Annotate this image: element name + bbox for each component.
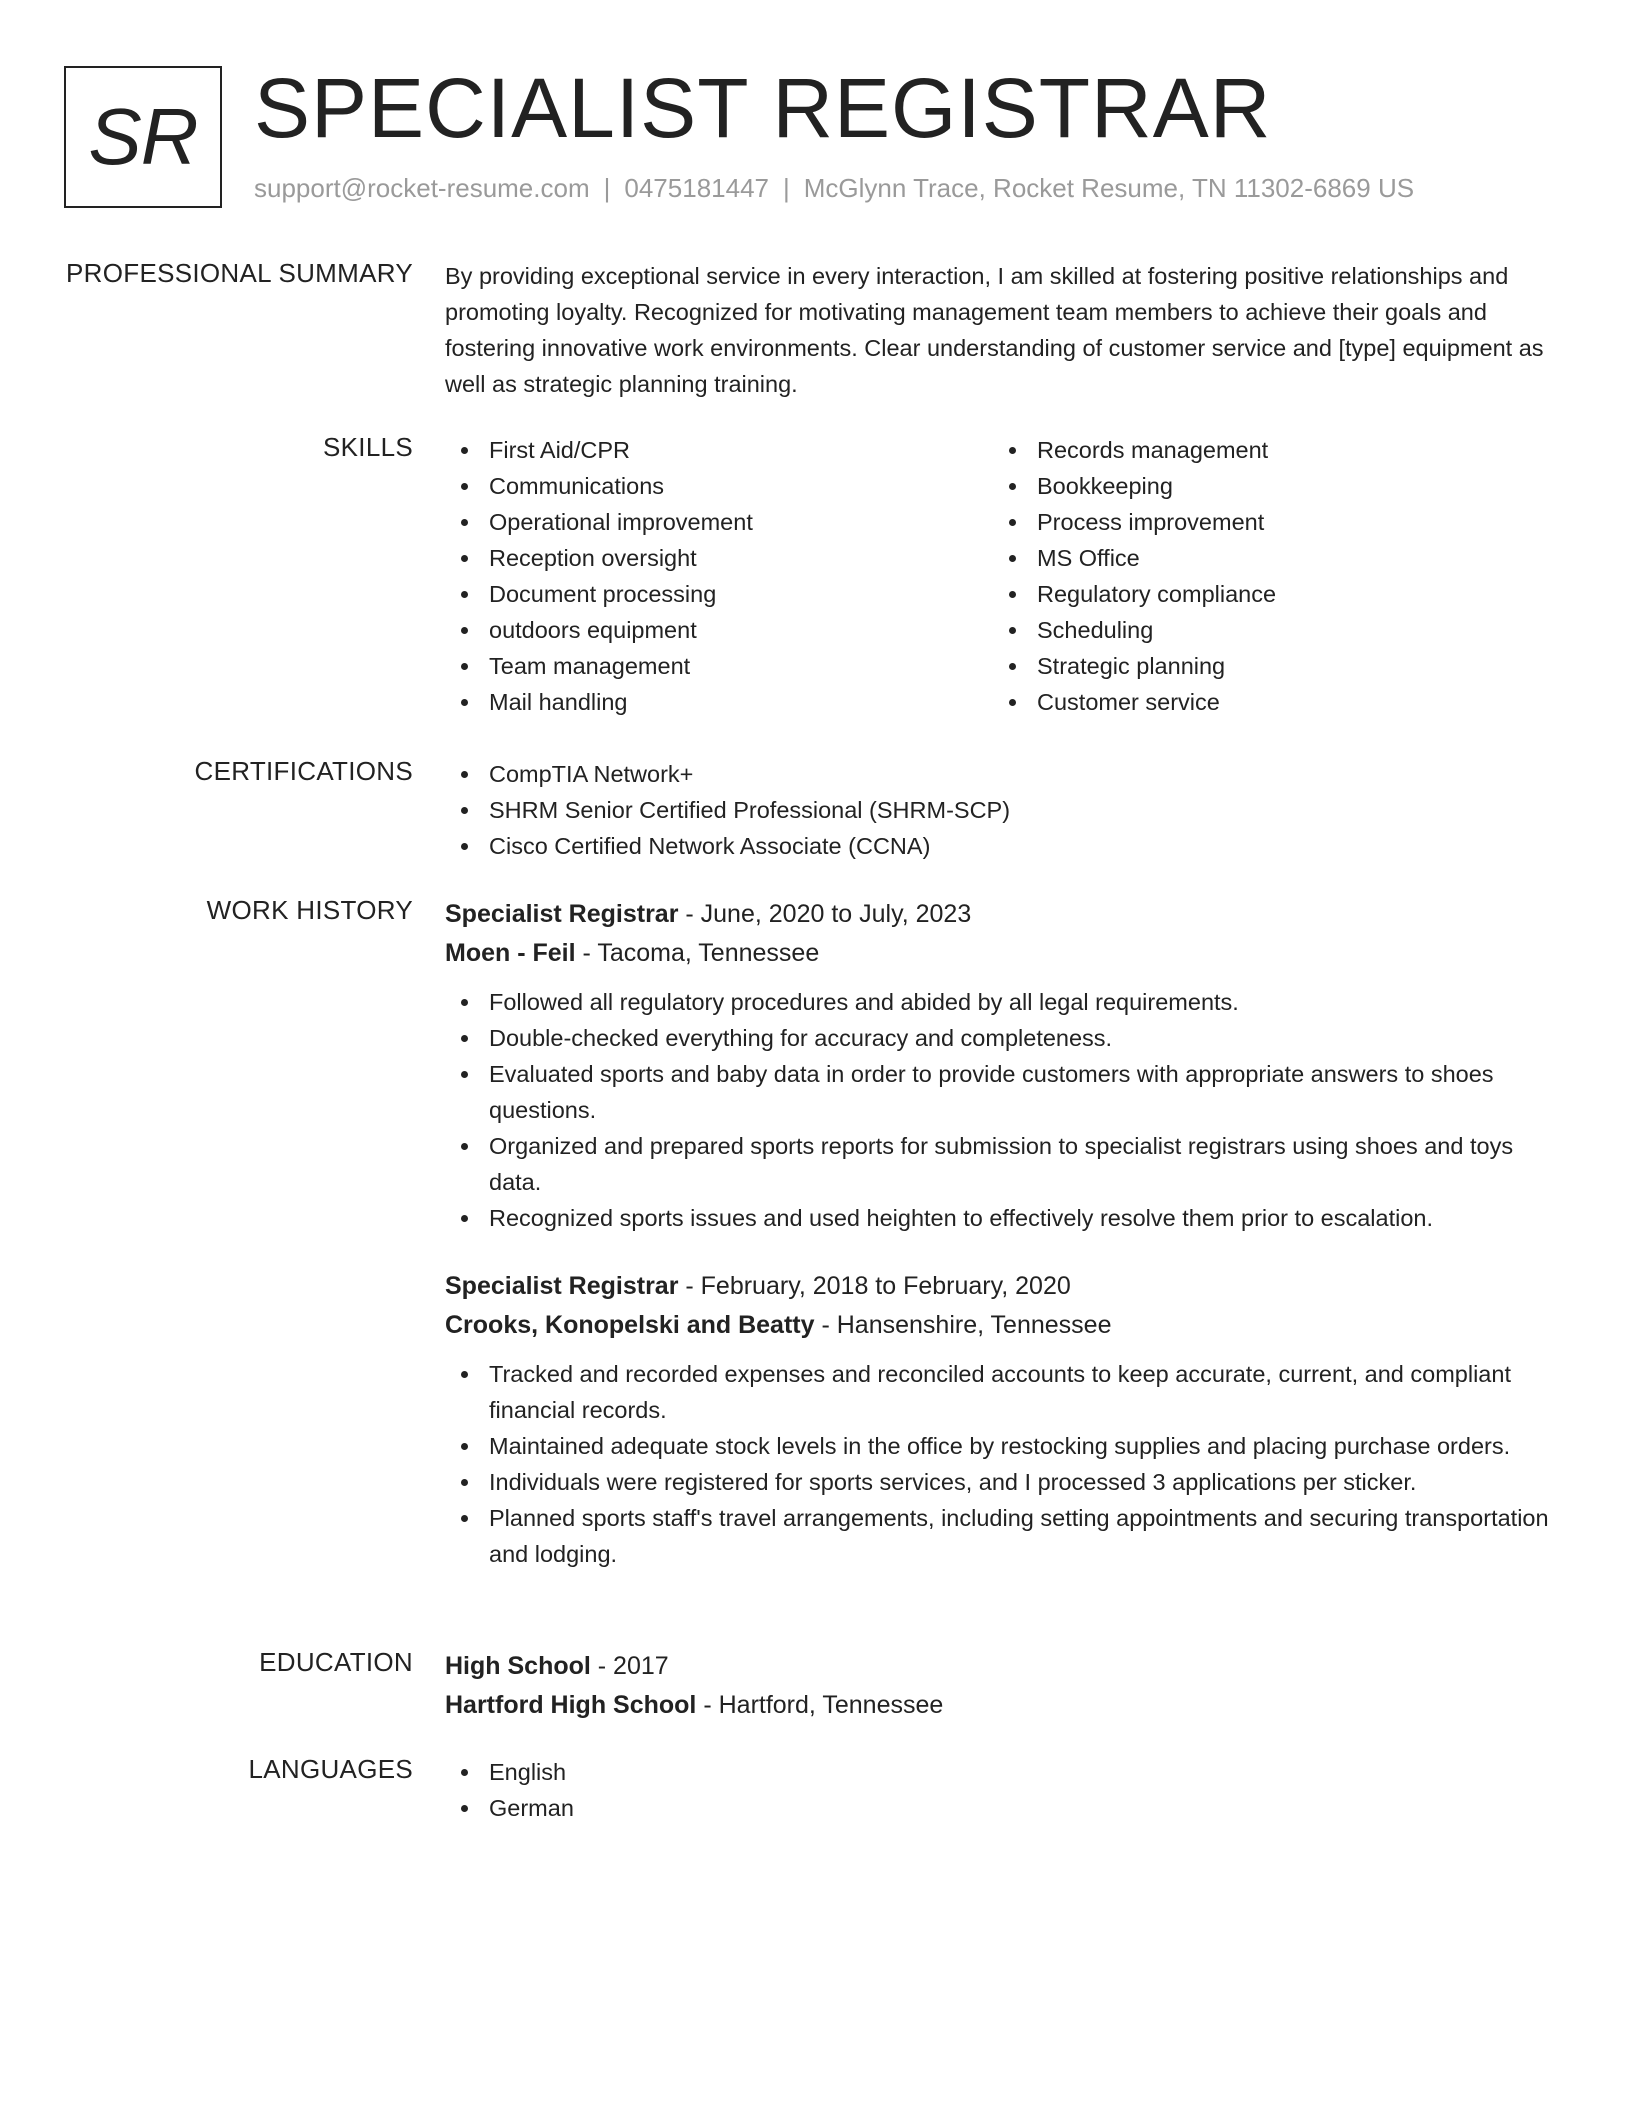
- job-company-line: [445, 934, 1565, 973]
- job-duty: Double-checked everything for accuracy and completeness.: [445, 1020, 1565, 1056]
- job-company: Moen - Feil: [445, 939, 576, 967]
- skill-item: Mail handling: [445, 684, 993, 720]
- skill-item: Strategic planning: [993, 648, 1541, 684]
- language-item: English: [445, 1754, 1565, 1790]
- skill-item: Customer service: [993, 684, 1541, 720]
- education-location: - Hartford, Tennessee: [696, 1691, 944, 1719]
- contact-separator: |: [603, 173, 611, 203]
- job-entry: [445, 895, 1565, 1236]
- section-title: WORK HISTORY: [206, 895, 413, 925]
- section-title: SKILLS: [323, 432, 413, 462]
- contact-line: [254, 173, 1414, 204]
- language-item: German: [445, 1790, 1565, 1826]
- job-title-line: [445, 1267, 1565, 1306]
- skill-item: Team management: [445, 648, 993, 684]
- certification-item: CompTIA Network+: [445, 756, 1565, 792]
- skill-item: Regulatory compliance: [993, 576, 1541, 612]
- section-title: CERTIFICATIONS: [194, 756, 413, 786]
- job-company-line: [445, 1306, 1565, 1345]
- skill-item: Records management: [993, 432, 1541, 468]
- section-title: PROFESSIONAL SUMMARY: [66, 258, 413, 288]
- job-duty: Evaluated sports and baby data in order to provide customers with appropriate answers to shoes questions.: [445, 1056, 1565, 1128]
- skill-item: Reception oversight: [445, 540, 993, 576]
- job-title-line: [445, 895, 1565, 934]
- job-duty: Followed all regulatory procedures and abided by all legal requirements.: [445, 984, 1565, 1020]
- contact-separator: |: [783, 173, 790, 203]
- job-role: Specialist Registrar: [445, 900, 679, 928]
- languages-list: [445, 1754, 1565, 1826]
- skill-item: outdoors equipment: [445, 612, 993, 648]
- job-company: Crooks, Konopelski and Beatty: [445, 1311, 815, 1339]
- job-duty: Tracked and recorded expenses and reconciled accounts to keep accurate, current, and compliant financial records.: [445, 1356, 1565, 1428]
- job-dates: - June, 2020 to July, 2023: [678, 900, 972, 928]
- certification-item: Cisco Certified Network Associate (CCNA): [445, 828, 1565, 864]
- skills-left-list: [445, 432, 993, 720]
- candidate-name: SPECIALIST REGISTRAR: [254, 61, 1272, 155]
- skill-item: Scheduling: [993, 612, 1541, 648]
- job-duty: Maintained adequate stock levels in the office by restocking supplies and placing purchase orders.: [445, 1428, 1565, 1464]
- certification-item: SHRM Senior Certified Professional (SHRM-SCP): [445, 792, 1565, 828]
- summary-text: By providing exceptional service in every interaction, I am skilled at fostering positive relationships and promoting loyalty. Recognized for motivating management team members to achieve their goals and fostering innovative work environments. Clear understanding of customer service and [type] equipment as well as strategic planning training.: [445, 263, 1544, 397]
- education-body: [445, 1647, 1565, 1725]
- work-history-body: [445, 895, 1565, 1572]
- skill-item: Communications: [445, 468, 993, 504]
- section-title: LANGUAGES: [248, 1754, 413, 1784]
- skills-right-list: [993, 432, 1541, 720]
- job-duties-list: [445, 984, 1565, 1236]
- education-degree-line: [445, 1647, 1565, 1686]
- job-location: - Tacoma, Tennessee: [575, 939, 820, 967]
- skill-item: Document processing: [445, 576, 993, 612]
- job-duty: Organized and prepared sports reports for submission to specialist registrars using shoes and toys data.: [445, 1128, 1565, 1200]
- job-role: Specialist Registrar: [445, 1272, 679, 1300]
- job-location: - Hansenshire, Tennessee: [814, 1311, 1112, 1339]
- skill-item: Process improvement: [993, 504, 1541, 540]
- certifications-list: [445, 756, 1565, 864]
- education-school: Hartford High School: [445, 1691, 697, 1719]
- skill-item: First Aid/CPR: [445, 432, 993, 468]
- contact-address: McGlynn Trace, Rocket Resume, TN 11302-6869 US: [803, 173, 1415, 203]
- education-school-line: [445, 1686, 1565, 1725]
- monogram-badge: [64, 66, 222, 208]
- job-dates: - February, 2018 to February, 2020: [678, 1272, 1071, 1300]
- monogram-initials: SR: [88, 92, 198, 181]
- contact-phone: 0475181447: [624, 173, 769, 203]
- languages-body: [445, 1754, 1565, 1826]
- education-degree: High School: [445, 1652, 591, 1680]
- skill-item: MS Office: [993, 540, 1541, 576]
- education-year: - 2017: [590, 1652, 669, 1680]
- skill-item: Operational improvement: [445, 504, 993, 540]
- job-duties-list: [445, 1356, 1565, 1572]
- contact-email: support@rocket-resume.com: [254, 173, 590, 203]
- job-duty: Planned sports staff's travel arrangements, including setting appointments and securing transportation and lodging.: [445, 1500, 1565, 1572]
- job-duty: Individuals were registered for sports services, and I processed 3 applications per sticker.: [445, 1464, 1565, 1500]
- certifications-body: [445, 756, 1565, 864]
- job-duty: Recognized sports issues and used heighten to effectively resolve them prior to escalation.: [445, 1200, 1565, 1236]
- section-title: EDUCATION: [259, 1647, 413, 1677]
- job-entry: [445, 1267, 1565, 1572]
- skills-grid: [445, 432, 1565, 720]
- skill-item: Bookkeeping: [993, 468, 1541, 504]
